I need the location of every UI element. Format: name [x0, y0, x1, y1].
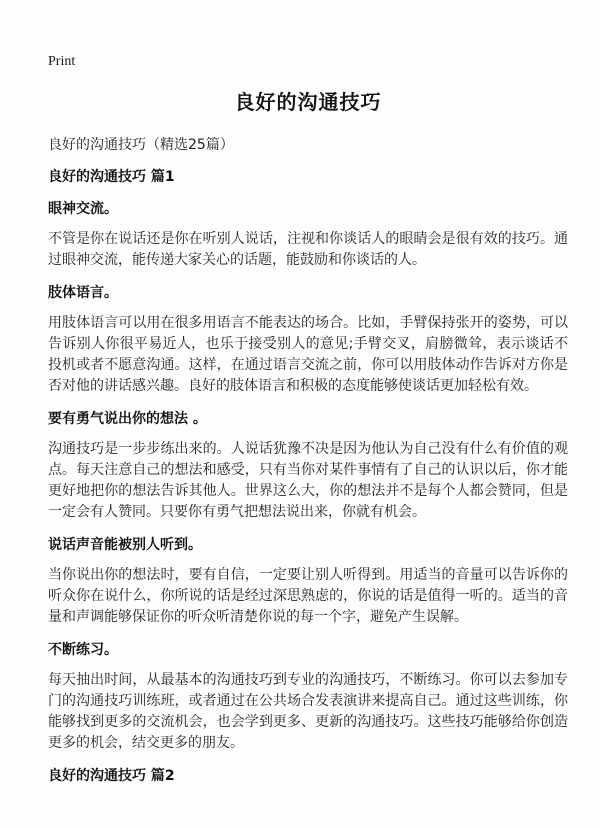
block-heading-courage: 要有勇气说出你的想法 。	[48, 411, 207, 427]
print-button[interactable]: Print	[48, 54, 76, 69]
block-heading-voice: 说话声音能被别人听到。	[48, 537, 202, 553]
block-body-body-language: 用肢体语言可以用在很多用语言不能表达的场合。比如，手臂保持张开的姿势，可以告诉别人你很平易近人，也乐于接受别人的意见;手臂交叉，肩膀微耸，表示谈话不投机或者不愿意沟通。这样，在通过语言交流之前，你可以用肢体动作告诉对方你是否对他的讲话感兴趣。良好的肢体语言和积极的态度能够使谈话更加轻松有效。	[48, 315, 568, 394]
block-body-eye-contact: 不管是你在说话还是你在听别人说话，注视和你谈话人的眼睛会是很有效的技巧。通过眼神交流，能传递大家关心的话题，能鼓励和你谈话的人。	[48, 231, 568, 268]
block-body-voice: 当你说出你的想法时，要有自信，一定要让别人听得到。用适当的音量可以告诉你的听众你在说什么，你所说的话是经过深思熟虑的，你说的话是值得一听的。适当的音量和声调能够保证你的听众听清楚你说的每一个字，避免产生误解。	[48, 567, 568, 625]
block-heading-practice: 不断练习。	[48, 642, 118, 658]
page-title: 良好的沟通技巧	[234, 90, 382, 114]
block-body-practice: 每天抽出时间，从最基本的沟通技巧到专业的沟通技巧，不断练习。你可以去参加专门的沟通技巧训练班，或者通过在公共场合发表演讲来提高自己。通过这些训练，你能够找到更多的交流机会，也会学到更多、更新的沟通技巧。这些技巧能够给你创造更多的机会，结交更多的朋友。	[48, 672, 568, 751]
section-heading-part2: 良好的沟通技巧 篇2	[48, 768, 175, 784]
block-heading-body-language: 肢体语言。	[48, 285, 118, 301]
section-heading-part1: 良好的沟通技巧 篇1	[48, 169, 175, 185]
block-body-courage: 沟通技巧是一步步练出来的。人说话犹豫不决是因为他认为自己没有什么有价值的观点。每天注意自己的想法和感受，只有当你对某件事情有了自己的认识以后，你才能更好地把你的想法告诉其他人。世界这么大，你的想法并不是每个人都会赞同，但是一定会有人赞同。只要你有勇气把想法说出来，你就有机会。	[48, 441, 568, 520]
article-subtitle: 良好的沟通技巧（精选25篇）	[48, 137, 234, 153]
block-heading-eye-contact: 眼神交流。	[48, 201, 118, 217]
